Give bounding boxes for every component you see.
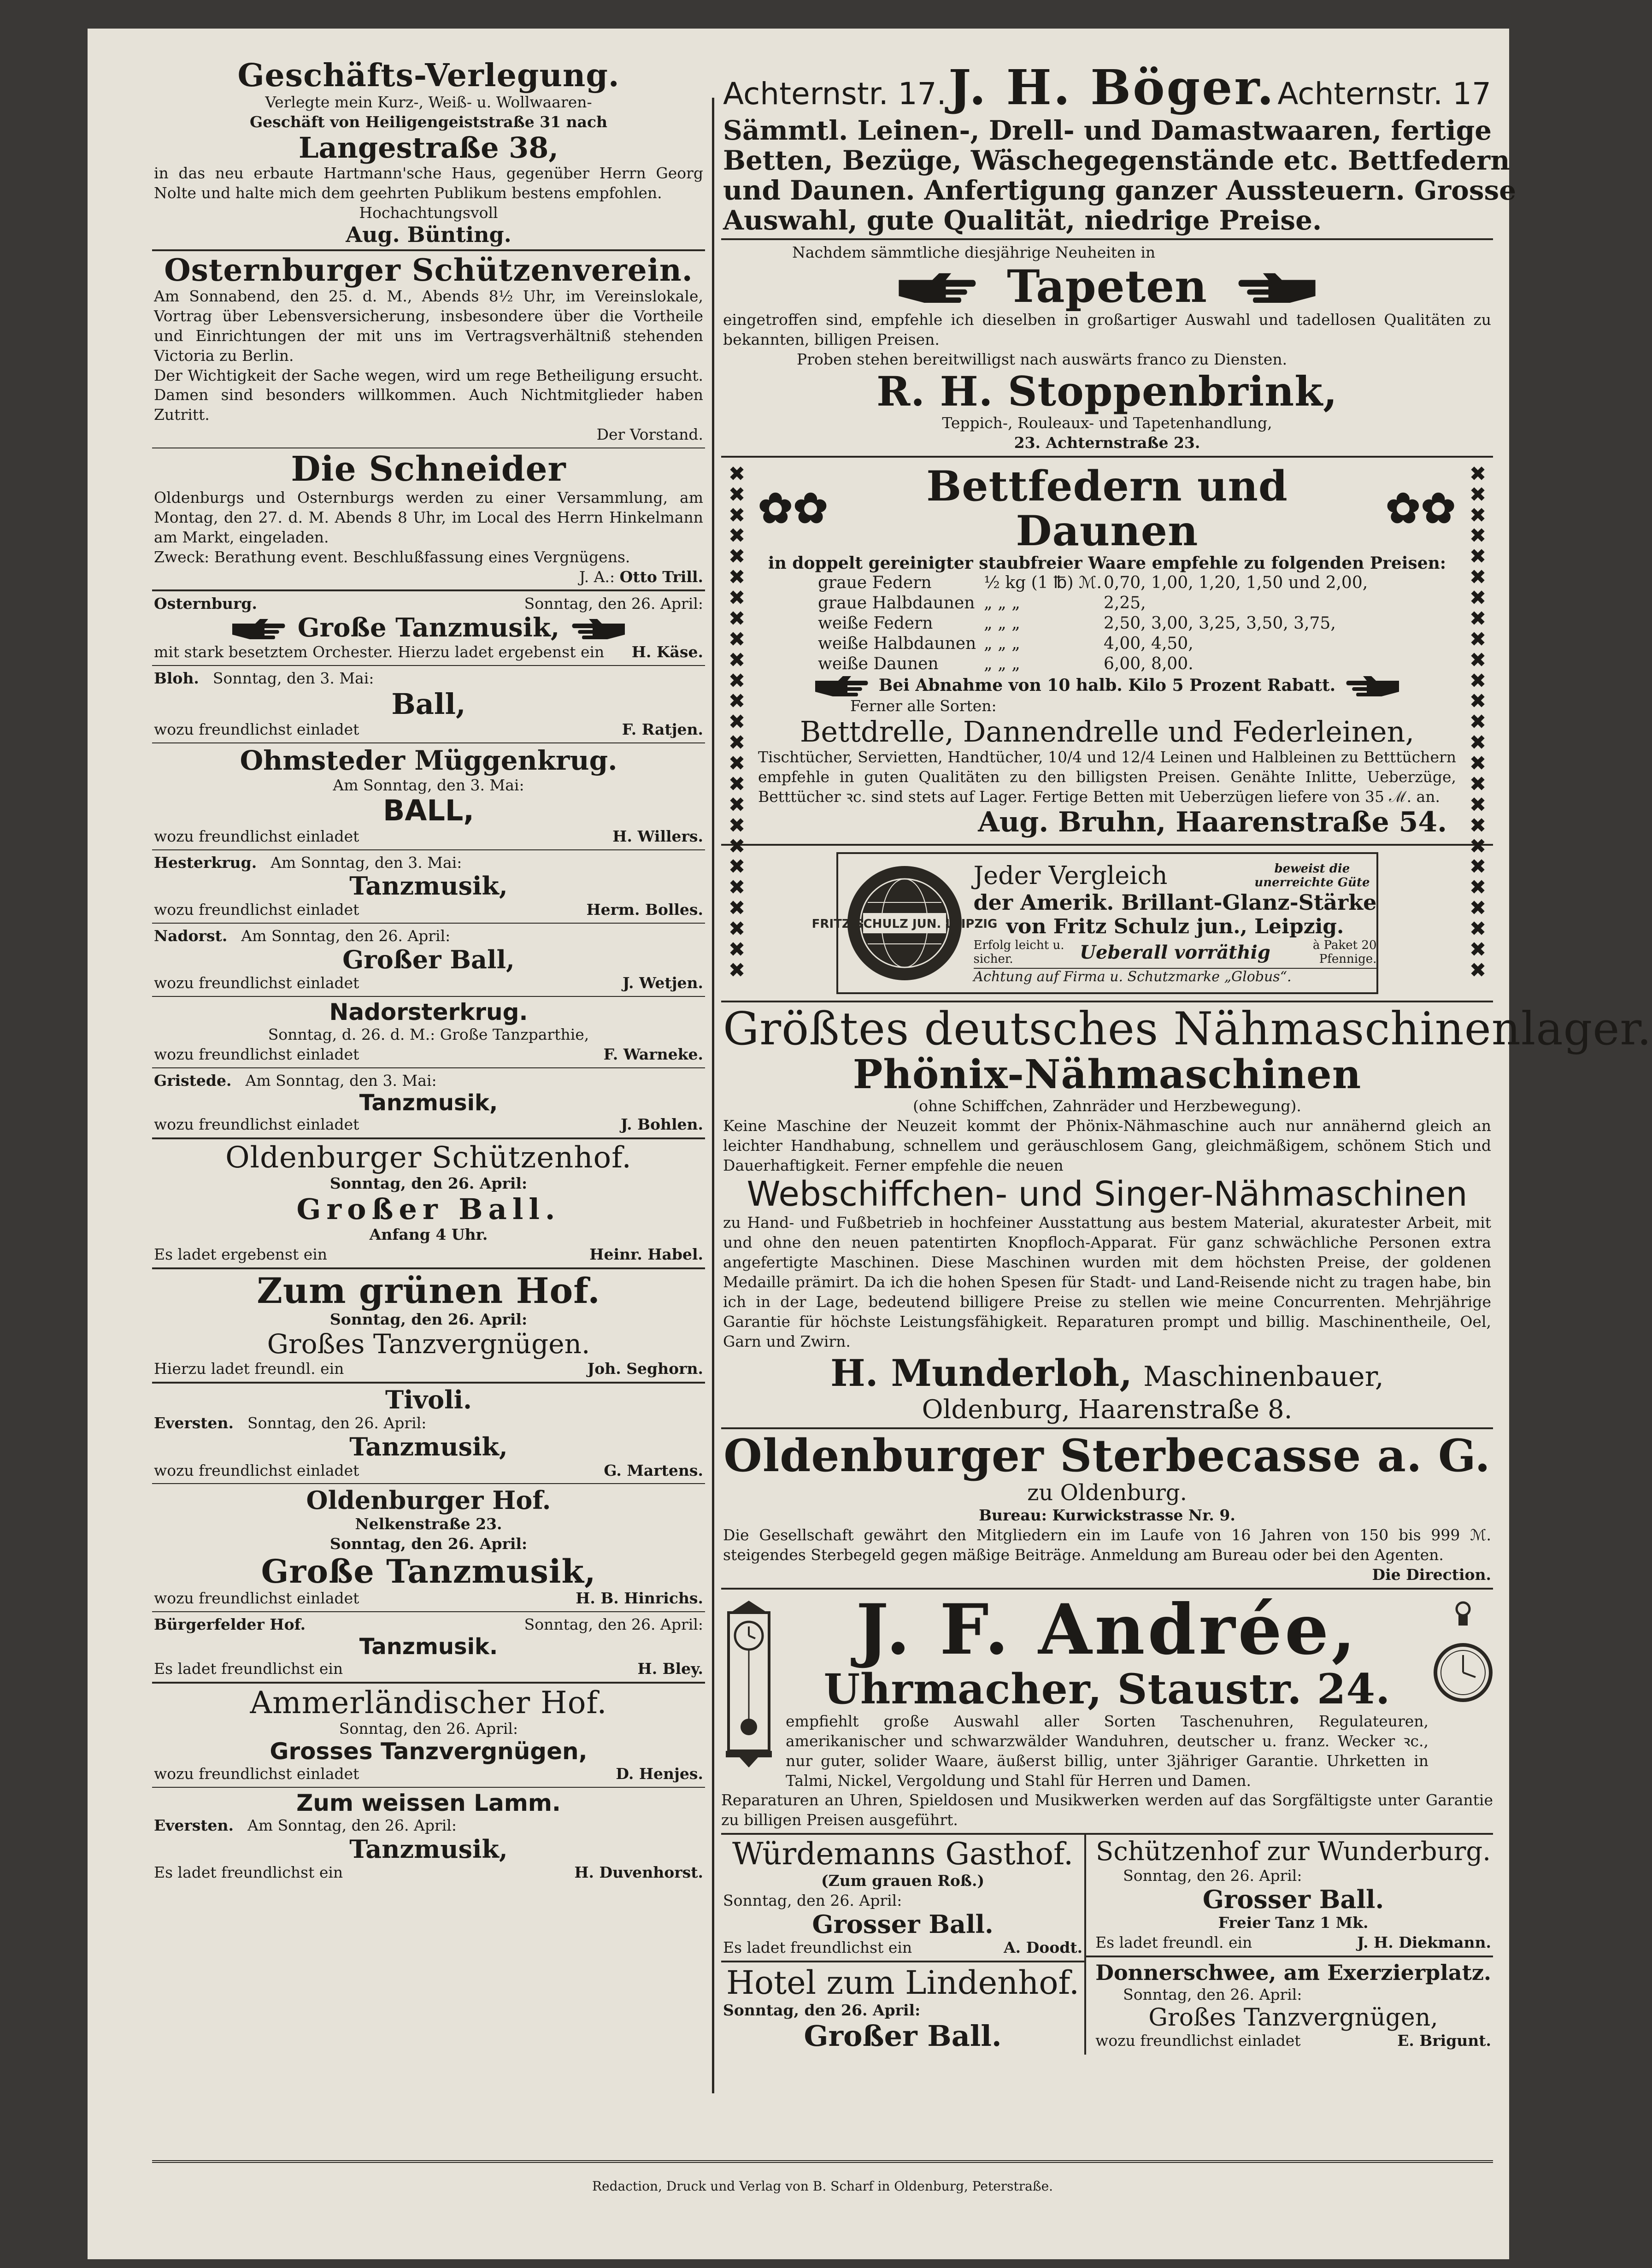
- ad-event: Tanzmusik,: [349, 1432, 508, 1462]
- ad-place: zu Oldenburg.: [1027, 1480, 1187, 1506]
- flower-ornament-icon: ✿✿: [758, 484, 829, 533]
- ad-title: Die Schneider: [291, 449, 566, 489]
- ad-line: Erfolg leicht u. sicher.: [973, 938, 1064, 966]
- ad-invite: wozu freundlichst einladet: [154, 1589, 359, 1608]
- ad-start: Anfang 4 Uhr.: [369, 1225, 488, 1244]
- ad-place: Bloh.: [154, 669, 199, 687]
- ad-body: mit stark besetztem Orchester. Hierzu ladet ergebenst ein: [154, 642, 605, 661]
- ad-place: Hesterkrug.: [154, 853, 257, 872]
- ad-address: Achternstr. 17.: [723, 76, 947, 112]
- ad-ohmsteder-mueggenkrug: [152, 743, 705, 849]
- ad-signature: Otto Trill.: [619, 567, 703, 586]
- ad-body: Reparaturen an Uhren, Spieldosen und Musikwerken werden auf das Sorgfältigste unter Garantie zu billigen Preisen ausgeführt.: [721, 1791, 1493, 1829]
- ad-header-row: [154, 669, 703, 689]
- ad-nadorsterkrug: [152, 997, 705, 1067]
- newspaper-page: [88, 29, 1652, 2259]
- ad-header-row: [154, 594, 703, 614]
- ad-bureau: Bureau: Kurwickstrasse Nr. 9.: [979, 1506, 1235, 1525]
- ad-date: Sonntag, den 26. April:: [723, 1891, 902, 1909]
- ad-invite: wozu freundlichst einladet: [154, 1045, 359, 1063]
- ad-event: Großer Ball.: [804, 2019, 1002, 2053]
- ad-text: Geschäft von Heiligengeiststraße 31 nach: [249, 113, 608, 131]
- ad-street: Nelkenstraße 23.: [355, 1514, 502, 1533]
- regulator-clock-icon: [721, 1599, 776, 1769]
- ad-header-row: [154, 1414, 703, 1433]
- ad-date: Sonntag, den 26. April:: [329, 1310, 528, 1329]
- ad-die-schneider: [152, 448, 705, 589]
- ad-lindenhof: [721, 1962, 1084, 2055]
- ad-date: Sonntag, den 26. April:: [1123, 1866, 1302, 1885]
- ad-invite: Es ladet freundl. ein: [1095, 1933, 1252, 1951]
- ad-signature: R. H. Stoppenbrink,: [876, 367, 1338, 416]
- ad-invite: wozu freundlichst einladet: [154, 827, 359, 845]
- pointing-hand-left-icon: [570, 617, 626, 639]
- ad-footer-row: [154, 1764, 703, 1784]
- ad-footer-row: [154, 1045, 703, 1065]
- ad-signature-row: [723, 1351, 1491, 1395]
- ad-date: Am Sonntag, den 26. April:: [241, 926, 451, 945]
- price-unit: „ „ „: [984, 634, 1020, 653]
- table-row: [758, 573, 1456, 593]
- ad-footer-row: [154, 1659, 703, 1679]
- ad-oldenburger-schuetzenhof: [152, 1139, 705, 1267]
- ad-place: Osternburg.: [154, 595, 257, 613]
- price-table: [758, 573, 1456, 674]
- ad-address: Oldenburg, Haarenstraße 8.: [922, 1395, 1293, 1425]
- ad-date: Sonntag, den 26. April:: [524, 595, 703, 613]
- ad-title: Großer Ball,: [342, 944, 515, 974]
- ad-invite: Es ladet freundlichst ein: [154, 1863, 343, 1881]
- ad-signature: H. Willers.: [612, 827, 703, 845]
- left-column: [152, 56, 705, 2107]
- ad-invite: wozu freundlichst einladet: [154, 900, 359, 919]
- ad-signature: F. Ratjen.: [622, 720, 703, 738]
- ad-title: Ammerländischer Hof.: [250, 1685, 607, 1720]
- ad-title: Schützenhof zur Wunderburg.: [1096, 1837, 1491, 1867]
- ad-wunderburg: [1086, 1835, 1493, 1956]
- ad-date: Sonntag, den 26. April:: [723, 2001, 921, 2019]
- ad-footer-row: [154, 1359, 703, 1379]
- ad-title: Oldenburger Hof.: [306, 1485, 551, 1515]
- ad-signature: Herm. Bolles.: [586, 900, 703, 919]
- ad-closing: Hochachtungsvoll: [359, 204, 498, 222]
- ad-date: Am Sonntag, den 3. Mai:: [245, 1071, 437, 1090]
- ad-row-bottom: [721, 1835, 1493, 2055]
- ad-place: Eversten.: [154, 1414, 234, 1432]
- price-values: 0,70, 1,00, 1,20, 1,50 und 2,00,: [1104, 573, 1368, 593]
- globus-seal-icon: [811, 863, 997, 983]
- ad-body: Oldenburgs und Osternburgs werden zu einer Versammlung, am Montag, den 27. d. M. Abends 8 Uhr, im Local des Herrn Hinkelmann am Markt, eingeladen.: [154, 488, 703, 546]
- ad-header-row: [154, 926, 703, 946]
- ad-line-row: [974, 938, 1377, 966]
- ad-ammerlaendischer-hof: [152, 1684, 705, 1787]
- price-unit: „ „ „: [984, 594, 1020, 613]
- border-ornament-left: ✖ ✖ ✖ ✖ ✖ ✖ ✖ ✖ ✖ ✖ ✖ ✖ ✖ ✖ ✖ ✖ ✖ ✖ ✖ ✖ ✖ ✖ ✖ ✖ ✖: [728, 462, 745, 982]
- ad-footer-row: [1095, 1933, 1491, 1953]
- ad-schulz: [811, 852, 1378, 994]
- ad-signature: J. H. Diekmann.: [1357, 1933, 1491, 1951]
- ad-invite: Es ladet ergebenst ein: [154, 1245, 328, 1264]
- ad-sterbecasse: [721, 1429, 1493, 1587]
- price-unit: „ „ „: [984, 614, 1020, 633]
- ad-invite: wozu freundlichst einladet: [154, 720, 359, 738]
- ad-title-row: [154, 614, 703, 642]
- ad-body: Die Gesellschaft gewährt den Mitgliedern ein im Laufe von 16 Jahren von 150 bis 999 ℳ. steigendes Sterbegeld gegen mäßige Beiträge. Anmeldung am Bureau oder bei den Agenten.: [723, 1526, 1491, 1564]
- price-label: weiße Daunen: [818, 654, 939, 673]
- price-values: 2,25,: [1104, 594, 1146, 613]
- ad-body: Tischtücher, Servietten, Handtücher, 10/4 und 12/4 Leinen und Halbleinen zu Betttüchern empfehle in guten Qualitäten zu den billigsten Preisen. Genähte Inlitte, Ueberzüge, Betttücher ꝛc. sind stets auf Lager. Fertige Betten mit Ueberzügen liefere von 35 ℳ. an.: [758, 748, 1456, 806]
- ad-signature: H. Munderloh,: [830, 1351, 1133, 1395]
- ad-header-row: [154, 1816, 703, 1836]
- ad-trade: Maschinenbauer,: [1143, 1361, 1384, 1393]
- ad-title: Größtes deutsches Nähmaschinenlager.: [723, 1002, 1652, 1055]
- ad-date: Sonntag, den 26. April:: [339, 1719, 518, 1738]
- ad-line: Betten, Bezüge, Wäschegegenstände etc. Bettfedern: [723, 144, 1510, 176]
- ad-place: Nadorst.: [154, 926, 228, 945]
- ad-title-row: [723, 260, 1491, 312]
- ad-signature: J. Wetjen.: [622, 973, 703, 992]
- ad-trade: Uhrmacher, Staustr. 24.: [823, 1664, 1391, 1714]
- footer-rule: [152, 2160, 1493, 2163]
- page-content: [152, 56, 1652, 2213]
- ad-signature: G. Martens.: [604, 1461, 703, 1479]
- ad-line: und Daunen. Anfertigung ganzer Aussteuern. Grosse: [723, 174, 1517, 206]
- pointing-hand-left-icon: [1345, 674, 1400, 696]
- ad-title: Zum weissen Lamm.: [296, 1789, 561, 1816]
- ad-date: Am Sonntag, den 3. Mai:: [270, 853, 462, 872]
- ad-title: Tivoli.: [385, 1384, 472, 1414]
- ad-body: zu Hand- und Fußbetrieb in hochfeiner Ausstattung aus bestem Material, akuratester Arbeit, mit und ohne den neuen patentirten Knopfloch-Apparat. Für ganz schwächliche Personen extra angefertigte Maschinen. Diese Maschinen wurden mit dem höchsten Preise, der goldenen Medaille prämirt. Da ich die hohen Spesen für Stadt- und Land-Reisende nicht zu tragen habe, bin ich in der Lage, bedeutend billigere Preise zu stellen wie meine Concurrenten. Mehrjährige Garantie für höchste Leistungsfähigkeit. Reparaturen prompt und billig. Maschinentheile, Oel, Garn und Zwirn.: [723, 1214, 1491, 1350]
- ad-date: Sonntag, den 26. April:: [1123, 1985, 1302, 2003]
- table-row: [758, 634, 1456, 654]
- ad-osternburg-tanzmusik: [152, 591, 705, 665]
- ad-event: Grosser Ball.: [812, 1909, 994, 1939]
- ad-title: Osternburger Schützenverein.: [164, 252, 693, 288]
- ad-date: Sonntag, den 3. Mai:: [212, 669, 374, 687]
- ad-intro: Nachdem sämmtliche diesjährige Neuheiten in: [792, 243, 1156, 261]
- ad-body: eingetroffen sind, empfehle ich dieselben in großartiger Auswahl und tadellosen Qualitäten zu bekannten, billigen Preisen.: [723, 311, 1491, 349]
- ad-title: Tanzmusik,: [359, 1090, 498, 1116]
- ad-line: Sonntag, d. 26. d. M.: Große Tanzparthie,: [268, 1025, 589, 1043]
- ad-body: Der Wichtigkeit der Sache wegen, wird um rege Betheiligung ersucht. Damen sind besonders willkommen. Auch Nichtmitglieder haben Zutritt.: [154, 366, 703, 424]
- ad-subtitle: Bettdrelle, Dannendrelle und Federleinen,: [800, 714, 1415, 748]
- ad-title: Bürgerfelder Hof.: [154, 1615, 306, 1634]
- ad-further: Ferner alle Sorten:: [850, 696, 997, 715]
- ad-title: Geschäfts-Verlegung.: [237, 57, 620, 94]
- ad-column-bottom-right: [1086, 1835, 1493, 2055]
- ad-title-row: [758, 461, 1456, 556]
- ad-title: Hotel zum Lindenhof.: [726, 1963, 1080, 2002]
- ad-signature: Der Vorstand.: [596, 425, 703, 444]
- ad-trade: Teppich-, Rouleaux- und Tapetenhandlung,: [942, 414, 1272, 432]
- ad-header-row: [154, 1071, 703, 1091]
- ad-invite: Es ladet freundlichst ein: [154, 1659, 343, 1678]
- ad-line: Jeder Vergleich: [973, 861, 1168, 890]
- ad-event: Große Tanzmusik,: [261, 1552, 596, 1591]
- ad-text: Verlegte mein Kurz-, Weiß- u. Wollwaaren-: [265, 93, 592, 112]
- ad-line: von Fritz Schulz jun., Leipzig.: [1006, 915, 1344, 939]
- ad-signature: J. Bohlen.: [621, 1115, 703, 1134]
- ad-invite: wozu freundlichst einladet: [154, 973, 359, 992]
- ad-event: BALL,: [383, 794, 474, 828]
- ad-tivoli: [152, 1384, 705, 1484]
- ad-subtitle: (Zum grauen Roß.): [821, 1871, 985, 1890]
- ad-munderloh: [721, 1002, 1652, 1428]
- ad-event: Großer Ball.: [296, 1192, 561, 1226]
- ad-subtitle: Webschiffchen- und Singer-Nähmaschinen: [747, 1174, 1468, 1214]
- imprint: Redaction, Druck und Verlag von B. Scharf in Oldenburg, Peterstraße.: [592, 2179, 1053, 2194]
- ad-footer-row: [154, 1245, 703, 1265]
- ad-title: Donnerschwee, am Exerzierplatz.: [1095, 1960, 1491, 1985]
- ad-title: Große Tanzmusik,: [297, 613, 560, 643]
- ad-body: Keine Maschine der Neuzeit kommt der Phönix-Nähmaschine auch nur annähernd gleich an leichter Handhabung, schnellem und geräuschlosem Gang, gleichmäßigem, schönem Stich und Dauerhaftigkeit. Ferner empfehle die neuen: [723, 1117, 1491, 1174]
- ad-signature: Aug. Bruhn, Haarenstraße 54.: [978, 806, 1447, 838]
- pointing-hand-right-icon: [887, 271, 988, 303]
- pocket-watch-icon: [1433, 1599, 1493, 1765]
- ad-nadorst: [152, 924, 705, 996]
- table-row: [758, 654, 1456, 674]
- ad-line-row: [974, 861, 1377, 890]
- ad-footer-row: [154, 973, 703, 993]
- ad-signature: H. Käse.: [631, 642, 703, 661]
- price-unit: ½ kg (1 ℔) ℳ.: [984, 573, 1102, 593]
- ad-hesterkrug: [152, 850, 705, 923]
- ad-title: Zum grünen Hof.: [257, 1270, 600, 1312]
- ad-footer-row: [154, 1115, 703, 1135]
- ad-footer-row: [723, 1938, 1082, 1958]
- ad-footer-row: [154, 900, 703, 920]
- ad-signature: H. Bley.: [637, 1659, 703, 1678]
- ad-title: Tapeten: [1007, 260, 1207, 312]
- ad-event: Grosses Tanzvergnügen,: [270, 1738, 588, 1765]
- ad-invite: wozu freundlichst einladet: [154, 1461, 359, 1479]
- ad-address: 23. Achternstraße 23.: [1014, 433, 1200, 452]
- border-ornament-right: ✖ ✖ ✖ ✖ ✖ ✖ ✖ ✖ ✖ ✖ ✖ ✖ ✖ ✖ ✖ ✖ ✖ ✖ ✖ ✖ ✖ ✖ ✖ ✖ ✖: [1469, 462, 1487, 982]
- ad-place: Eversten.: [154, 1816, 234, 1834]
- price-label: weiße Federn: [818, 614, 933, 633]
- ad-title: Nadorsterkrug.: [329, 998, 528, 1025]
- ad-line: Achtung auf Firma u. Schutzmarke „Globus“.: [974, 968, 1377, 985]
- ad-footer-row: [154, 1589, 703, 1608]
- ad-line: Auswahl, gute Qualität, niedrige Preise.: [723, 204, 1322, 236]
- ad-title: Würdemanns Gasthof.: [732, 1836, 1074, 1872]
- ad-footer-row: [154, 1863, 703, 1883]
- ad-title: J. F. Andrée,: [856, 1589, 1358, 1670]
- price-values: 2,50, 3,00, 3,25, 3,50, 3,75,: [1104, 614, 1336, 633]
- price-values: 6,00, 8,00.: [1104, 654, 1193, 673]
- pointing-hand-right-icon: [814, 674, 870, 696]
- ad-event: Tanzmusik,: [349, 1834, 508, 1864]
- ad-body: in das neu erbaute Hartmann'sche Haus, gegenüber Herrn Georg Nolte und halte mich dem geehrten Publikum bestens empfohlen.: [154, 164, 703, 202]
- ad-title: Oldenburger Schützenhof.: [225, 1141, 632, 1175]
- ad-date: Sonntag, den 26. April:: [329, 1174, 528, 1193]
- ad-signature: H. Duvenhorst.: [574, 1863, 703, 1881]
- ad-body: empfiehlt große Auswahl aller Sorten Taschenuhren, Regulateuren, amerikanischer und schwarzwälder Wanduhren, deutscher u. franz. Wecker ꝛc., nur guter, solider Waare, äußerst billig, unter 3jähriger Garantie. Uhrketten in Talmi, Nickel, Vergoldung und Stahl für Herren und Damen.: [786, 1712, 1429, 1790]
- price-values: 4,00, 4,50,: [1104, 634, 1193, 653]
- ad-title: Oldenburger Sterbecasse a. G.: [723, 1430, 1491, 1482]
- ad-schulz-wrapper: [721, 846, 1493, 1001]
- right-column: [721, 56, 1652, 2107]
- ad-title: J. H. Böger.: [948, 59, 1276, 116]
- ad-event: Grosser Ball.: [1202, 1884, 1384, 1914]
- ad-andree: [721, 1590, 1493, 1833]
- ad-zum-gruenen-hof: [152, 1269, 705, 1382]
- ad-street: Langestraße 38,: [298, 131, 559, 165]
- ad-address: Achternstr. 17: [1277, 76, 1491, 112]
- ad-title: Bettfedern und Daunen: [926, 461, 1288, 556]
- ad-signature: Aug. Bünting.: [346, 222, 511, 247]
- ad-line: beweist die unerreichte Güte: [1254, 861, 1370, 890]
- pointing-hand-right-icon: [231, 617, 287, 639]
- ad-footer-row: [154, 827, 703, 847]
- price-label: graue Halbdaunen: [818, 594, 975, 613]
- ad-donnerschwee: [1086, 1957, 1493, 2054]
- ad-event: Großes Tanzvergnügen,: [1148, 2003, 1438, 2032]
- ad-invite: Hierzu ladet freundl. ein: [154, 1359, 344, 1378]
- ad-rebate-row: [758, 674, 1456, 696]
- ad-footer-row: [154, 642, 703, 662]
- ad-boeger: [721, 56, 1517, 238]
- ad-signature: H. B. Hinrichs.: [576, 1589, 703, 1608]
- seal-text: FRITZ SCHULZ JUN. LEIPZIG: [811, 917, 997, 931]
- ad-title: Tanzmusik,: [349, 871, 508, 901]
- ad-note: (ohne Schiffchen, Zahnräder und Herzbewegung).: [913, 1097, 1301, 1115]
- ad-note: Freier Tanz 1 Mk.: [1218, 1914, 1369, 1932]
- ad-date: Am Sonntag, den 3. Mai:: [333, 776, 524, 794]
- ad-geschaefts-verlegung: [152, 56, 705, 249]
- ad-event: Großes Tanzvergnügen.: [267, 1328, 590, 1360]
- ad-event: Tanzmusik.: [359, 1633, 498, 1660]
- ad-signature: F. Warneke.: [603, 1045, 703, 1063]
- ad-body: Am Sonnabend, den 25. d. M., Abends 8½ Uhr, im Vereinslokale, Vortrag über Lebensversicherung, insbesondere über die Vortheile und Einrichtungen der mit uns im Vertragsverhältniß stehenden Victoria zu Berlin.: [154, 287, 703, 365]
- ad-intro: in doppelt gereinigter staubfreier Waare empfehle zu folgenden Preisen:: [768, 554, 1446, 573]
- price-unit: „ „ „: [984, 654, 1020, 673]
- ad-gristede: [152, 1068, 705, 1138]
- ad-signature: E. Brigunt.: [1397, 2031, 1491, 2050]
- ad-footer-row: [154, 1461, 703, 1481]
- ad-signature: Heinr. Habel.: [589, 1245, 703, 1264]
- ad-stoppenbrink: [721, 240, 1493, 456]
- ad-header-row: [723, 59, 1491, 116]
- ad-schulz-text: [974, 861, 1377, 985]
- ad-invite: wozu freundlichst einladet: [1095, 2031, 1301, 2050]
- ad-date: Sonntag, den 26. April:: [329, 1534, 528, 1553]
- ad-line: Ueberall vorräthig: [1080, 941, 1270, 963]
- price-label: weiße Halbdaunen: [818, 634, 976, 653]
- ad-header-row: [154, 853, 703, 873]
- ad-date: Sonntag, den 26. April:: [524, 1615, 703, 1634]
- table-row: [758, 593, 1456, 613]
- ad-signature: D. Henjes.: [616, 1764, 703, 1783]
- ad-signature: Die Direction.: [1372, 1565, 1491, 1584]
- ad-signature: A. Doodt.: [1004, 1938, 1083, 1956]
- ad-wuerdemann: [721, 1835, 1084, 1961]
- ad-footer-row: [154, 720, 703, 740]
- ad-title: Ball,: [391, 687, 466, 721]
- column-rule: [712, 98, 714, 2093]
- ad-date: Am Sonntag, den 26. April:: [247, 1816, 457, 1834]
- ad-invite: wozu freundlichst einladet: [154, 1764, 359, 1783]
- flower-ornament-icon: ✿✿: [1386, 484, 1456, 533]
- ad-body: Proben stehen bereitwilligst nach auswärts franco zu Diensten.: [797, 350, 1288, 369]
- ad-column-bottom-left: [721, 1835, 1086, 2055]
- ad-signature-row: [154, 567, 703, 587]
- ad-buergerfelder-hof: [152, 1612, 705, 1682]
- ad-invite: Es ladet freundlichst ein: [723, 1938, 912, 1956]
- ad-line: der Amerik. Brillant-Glanz-Stärke: [973, 890, 1377, 915]
- ad-invite: wozu freundlichst einladet: [154, 1115, 359, 1134]
- ad-signature: Joh. Seghorn.: [587, 1359, 703, 1378]
- ad-rebate: Bei Abnahme von 10 halb. Kilo 5 Prozent Rabatt.: [878, 675, 1336, 695]
- ad-oldenburger-hof: [152, 1484, 705, 1611]
- ad-footer-row: [1095, 2031, 1491, 2051]
- ad-body: Zweck: Berathung event. Beschlußfassung eines Vergnügens.: [154, 548, 630, 566]
- pointing-hand-left-icon: [1226, 271, 1327, 303]
- ad-place: Gristede.: [154, 1071, 232, 1090]
- ad-line: à Paket 20 Pfennige.: [1312, 938, 1377, 966]
- price-label: graue Federn: [818, 573, 932, 593]
- ad-subtitle: Phönix-Nähmaschinen: [852, 1051, 1362, 1098]
- table-row: [758, 613, 1456, 634]
- ad-zum-weissen-lamm: [152, 1788, 705, 1885]
- ad-bloh: [152, 666, 705, 742]
- ad-line: Sämmtl. Leinen-, Drell- und Damastwaaren, fertige: [723, 115, 1492, 146]
- ad-date: Sonntag, den 26. April:: [247, 1414, 427, 1432]
- ad-title: Ohmsteder Müggenkrug.: [240, 744, 617, 776]
- ad-signature-prefix: J. A.:: [579, 567, 615, 586]
- ad-osternburger-schuetzenverein: [152, 251, 705, 448]
- ad-header-row: [154, 1615, 703, 1635]
